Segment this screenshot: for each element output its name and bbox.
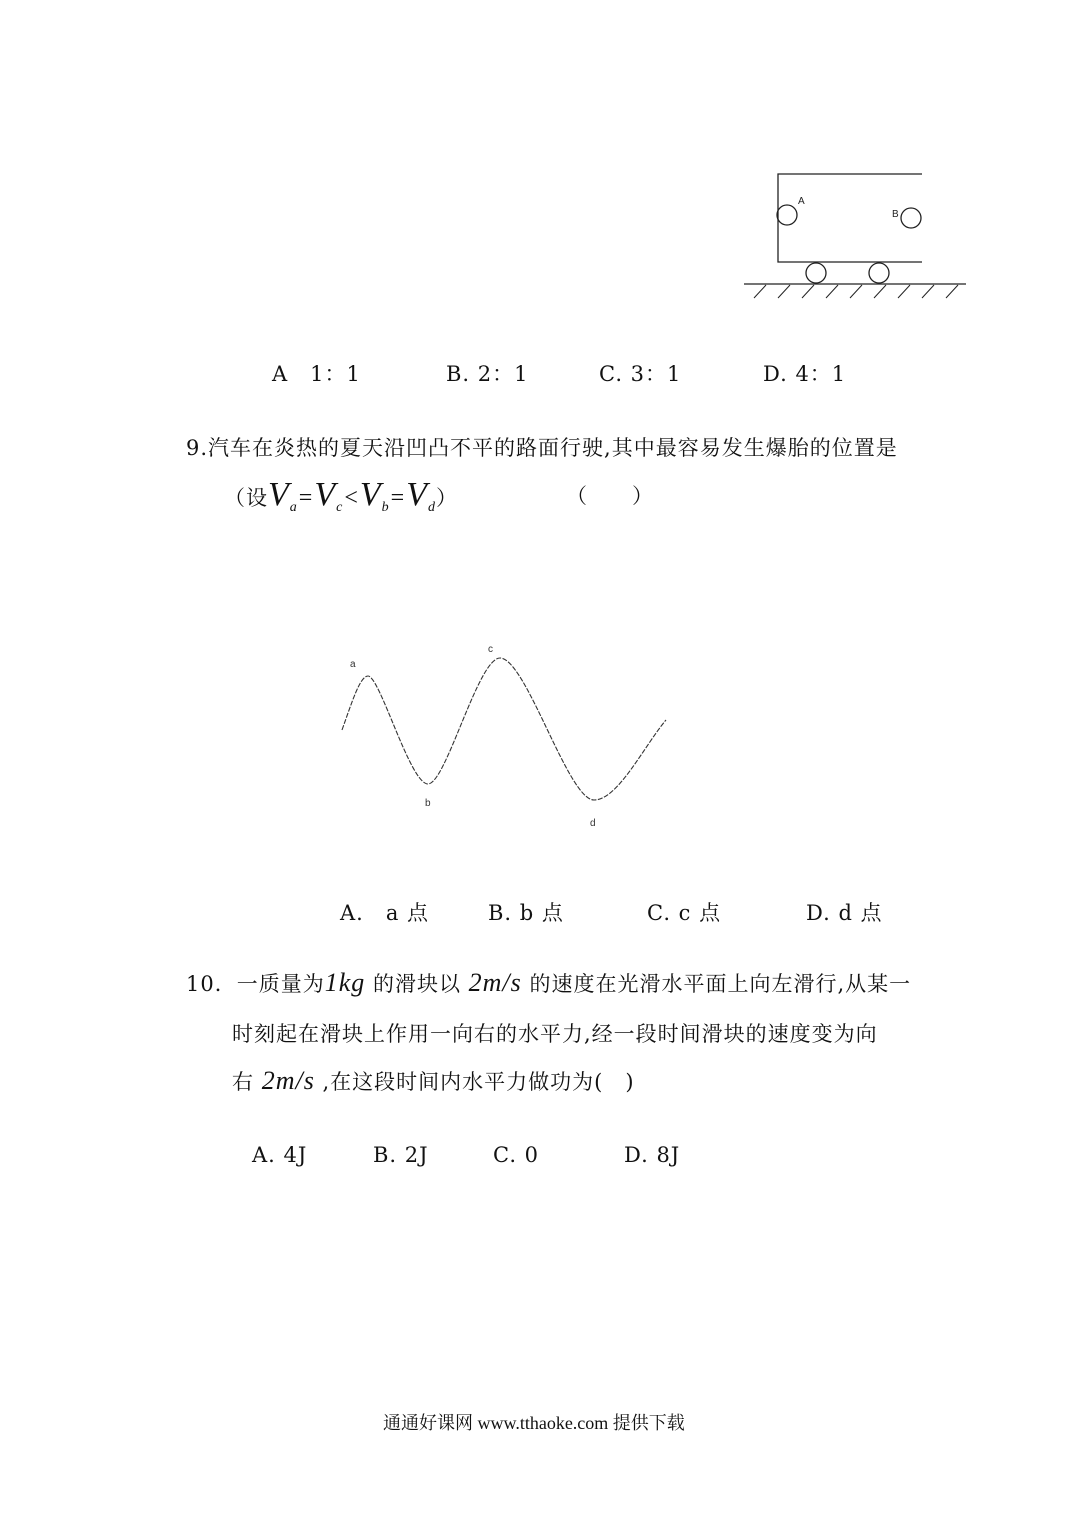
q9-cond-prefix: （设 — [224, 486, 268, 510]
v-symbol: V — [406, 476, 428, 513]
label-a: A — [798, 196, 805, 207]
q9-answer-bracket[interactable]: （ ） — [566, 484, 654, 508]
q8-option-d[interactable]: D. 4：1 — [763, 362, 847, 386]
label-b: B — [892, 209, 899, 220]
v-sub-d: d — [427, 500, 436, 515]
q10-mass: 1kg — [324, 968, 366, 997]
curve-label-c: c — [488, 644, 493, 655]
eq-sign: = — [390, 485, 406, 511]
lt-sign: < — [344, 485, 359, 511]
cart-figure — [740, 170, 970, 305]
q10-line-1 — [186, 968, 911, 998]
q10-option-b[interactable]: B. 2J — [373, 1143, 429, 1167]
q10-line-2: 时刻起在滑块上作用一向右的水平力,经一段时间滑块的速度变为向 — [232, 1022, 878, 1046]
v-symbol: V — [268, 476, 290, 513]
q8-option-c[interactable]: C. 3：1 — [599, 362, 682, 386]
q10-line1-post: 的速度在光滑水平面上向左滑行,从某一 — [521, 972, 912, 996]
q9-stem: 9.汽车在炎热的夏天沿凹凸不平的路面行驶,其中最容易发生爆胎的位置是 — [186, 436, 898, 460]
q10-line-3 — [232, 1066, 635, 1096]
road-curve — [342, 658, 666, 800]
road-curve-figure — [330, 636, 680, 836]
curve-label-b: b — [425, 798, 431, 809]
q10-speed-2: 2m/s — [261, 1066, 315, 1095]
q10-speed: 2m/s — [468, 968, 522, 997]
q8-option-b[interactable]: B. 2：1 — [446, 362, 529, 386]
v-sub-a: a — [289, 500, 298, 515]
q10-line3-pre: 右 — [232, 1070, 262, 1094]
curve-label-a: a — [350, 659, 356, 670]
ball-b — [901, 208, 921, 228]
page-footer: 通通好课网 www.tthaoke.com 提供下载 — [383, 1413, 685, 1433]
ground-hatching — [754, 285, 958, 298]
q9-option-d[interactable]: D. d 点 — [806, 901, 883, 925]
curve-label-d: d — [590, 818, 596, 829]
q10-line3-post: ,在这段时间内水平力做功为( ) — [314, 1070, 635, 1094]
q9-option-c[interactable]: C. c 点 — [647, 901, 722, 925]
eq-sign: = — [298, 485, 314, 511]
q10-line1-pre: 10．一质量为 — [186, 972, 325, 996]
v-symbol: V — [314, 476, 337, 513]
q10-line1-mid: 的滑块以 — [365, 972, 469, 996]
wheel-left — [806, 263, 826, 283]
q10-option-c[interactable]: C. 0 — [493, 1143, 540, 1167]
v-sub-b: b — [381, 500, 390, 515]
q9-option-a[interactable]: A. a 点 — [340, 901, 430, 925]
ball-a — [777, 205, 797, 225]
q9-option-b[interactable]: B. b 点 — [488, 901, 564, 925]
wheel-right — [869, 263, 889, 283]
q9-cond-suffix: ） — [435, 486, 458, 510]
v-symbol: V — [359, 476, 382, 513]
q8-option-a[interactable]: A 1：1 — [272, 362, 361, 386]
q10-option-a[interactable]: A. 4J — [252, 1143, 308, 1167]
q9-condition — [224, 476, 458, 516]
v-sub-c: c — [336, 500, 344, 515]
q10-option-d[interactable]: D. 8J — [624, 1143, 681, 1167]
